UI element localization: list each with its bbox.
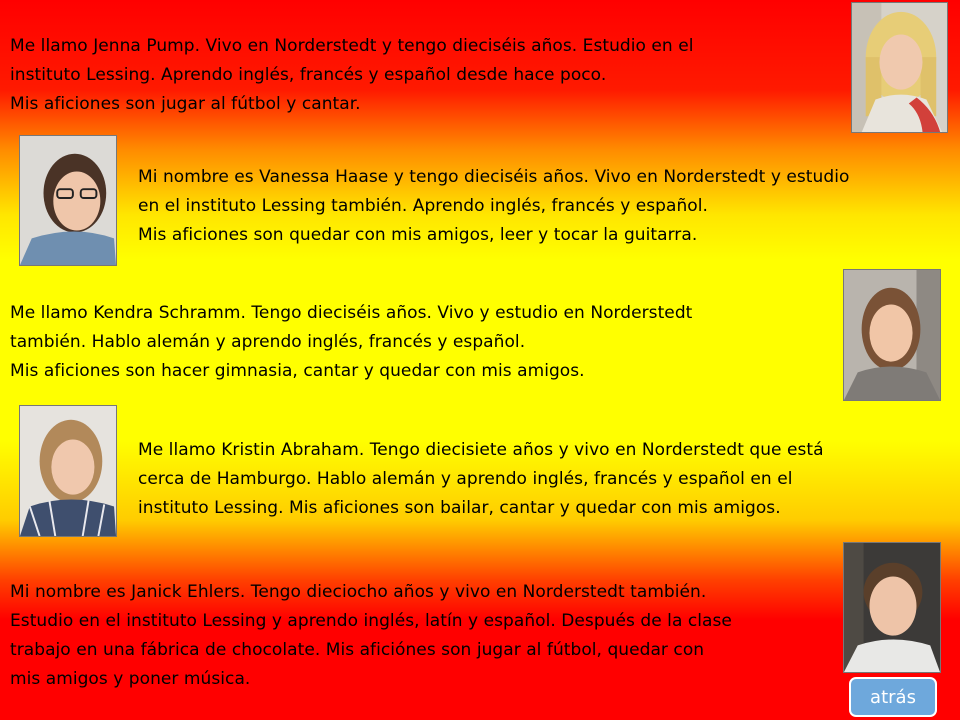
text-line: instituto Lessing. Mis aficiones son bailar, cantar y quedar con mis amigos. (138, 498, 781, 518)
text-line: Mi nombre es Janick Ehlers. Tengo dieciocho años y vivo en Norderstedt también. (10, 582, 707, 602)
text-line: instituto Lessing. Aprendo inglés, francés y español desde hace poco. (10, 65, 607, 85)
profile-text-vanessa (138, 163, 849, 250)
text-line: cerca de Hamburgo. Hablo alemán y aprendo inglés, francés y español en el (138, 469, 793, 489)
text-line: Me llamo Kristin Abraham. Tengo diecisiete años y vivo en Norderstedt que está (138, 440, 824, 460)
text-line: Me llamo Kendra Schramm. Tengo dieciséis años. Vivo y estudio en Norderstedt (10, 303, 693, 323)
profile-text-janick (10, 578, 732, 694)
photo-kendra (843, 269, 941, 401)
text-line: Estudio en el instituto Lessing y aprendo inglés, latín y español. Después de la clase (10, 611, 732, 631)
text-line: mis amigos y poner música. (10, 669, 251, 689)
text-line: trabajo en una fábrica de chocolate. Mis aficiónes son jugar al fútbol, quedar con (10, 640, 705, 660)
photo-kristin (19, 405, 117, 537)
text-line: Me llamo Jenna Pump. Vivo en Norderstedt y tengo dieciséis años. Estudio en el (10, 36, 694, 56)
photo-vanessa (19, 135, 117, 266)
photo-jenna (851, 2, 948, 133)
text-line: Mis aficiones son jugar al fútbol y cantar. (10, 94, 361, 114)
text-line: Mis aficiones son quedar con mis amigos, leer y tocar la guitarra. (138, 225, 698, 245)
text-line: también. Hablo alemán y aprendo inglés, francés y español. (10, 332, 526, 352)
photo-janick (843, 542, 941, 673)
text-line: Mis aficiones son hacer gimnasia, cantar y quedar con mis amigos. (10, 361, 585, 381)
text-line: Mi nombre es Vanessa Haase y tengo dieciséis años. Vivo en Norderstedt y estudio (138, 167, 850, 187)
profile-text-kendra (10, 299, 692, 386)
back-button[interactable]: atrás (849, 677, 937, 717)
text-line: en el instituto Lessing también. Aprendo inglés, francés y español. (138, 196, 708, 216)
profile-text-kristin (138, 436, 824, 523)
profile-text-jenna (10, 32, 694, 119)
